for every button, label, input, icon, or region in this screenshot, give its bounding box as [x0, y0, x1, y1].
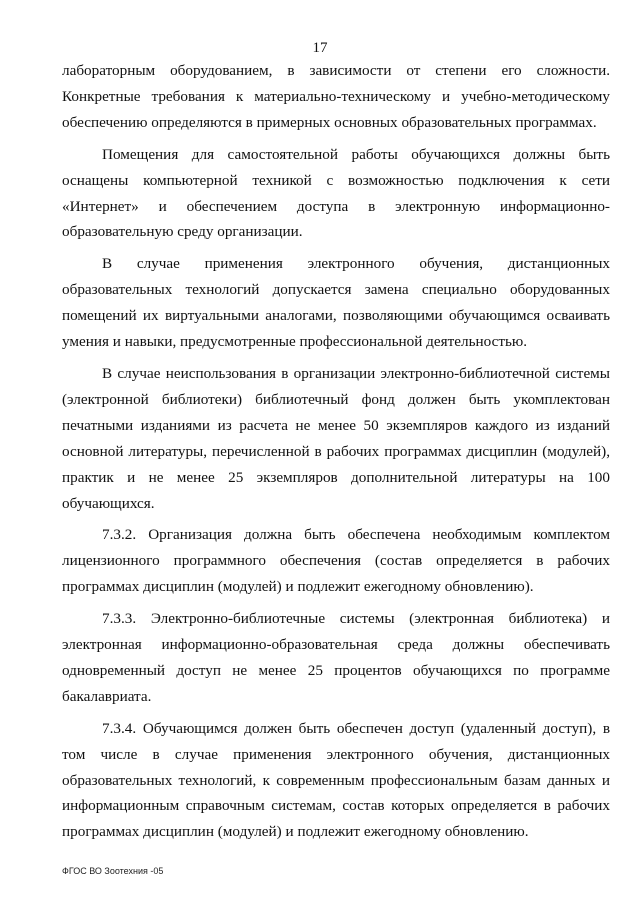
paragraph-library-fund: В случае неиспользования в организации электронно-библиотечной системы (электронной библиотеки) библиотечный фонд должен быть укомплектован печатными изданиями из расчета не менее 50 экземпляров каждого из изданий основной литературы, перечисленной в рабочих программах дисциплин (модулей), практик и не менее 25 экземпляров дополнительной литературы на 100 обучающихся.	[62, 364, 610, 512]
document-body	[62, 58, 610, 845]
paragraph-self-study-rooms: Помещения для самостоятельной работы обучающихся должны быть оснащены компьютерной техникой с возможностью подключения к сети «Интернет» и обеспечением доступа в электронную информационно-образовательную среду организации.	[62, 145, 610, 241]
paragraph-7-3-3: 7.3.3. Электронно-библиотечные системы (электронная библиотека) и электронная информационно-образовательная среда должны обеспечивать одновременный доступ не менее 25 процентов обучающихся по программе бакалавриата.	[62, 610, 610, 705]
paragraph-e-learning: В случае применения электронного обучения, дистанционных образовательных технологий допускается замена специально оборудованных помещений их виртуальными аналогами, позволяющими обучающимся осваивать умения и навыки, предусмотренные профессиональной деятельностью.	[62, 255, 610, 351]
page-footer: ФГОС ВО Зоотехния -05	[62, 866, 164, 876]
page-number: 17	[312, 40, 328, 56]
paragraph-7-3-2: 7.3.2. Организация должна быть обеспечена необходимым комплектом лицензионного программного обеспечения (состав определяется в рабочих программах дисциплин (модулей) и подлежит ежегодному обновлению).	[62, 526, 610, 596]
paragraph-7-3-4: 7.3.4. Обучающимся должен быть обеспечен доступ (удаленный доступ), в том числе в случае применения электронного обучения, дистанционных образовательных технологий, к современным профессиональным базам данных и информационным справочным системам, состав которых определяется в рабочих программах дисциплин (модулей) и подлежит ежегодному обновлению.	[62, 719, 610, 841]
paragraph-continuation: лабораторным оборудованием, в зависимости от степени его сложности. Конкретные требования к материально-техническому и учебно-методическому обеспечению определяются в примерных основных образовательных программах.	[62, 62, 610, 131]
